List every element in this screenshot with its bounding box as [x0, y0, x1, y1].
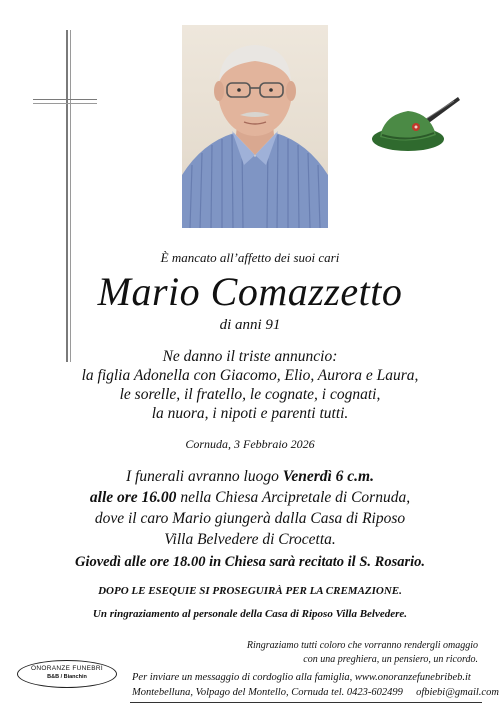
email-link[interactable]: ofbiebi@gmail.com — [416, 687, 499, 698]
funeral-time: alle ore 16.00 — [89, 489, 177, 506]
funeral-church: nella Chiesa Arcipretale di Cornuda, — [176, 489, 411, 506]
address-phone: Montebelluna, Volpago del Montello, Cornuda tel. 0423-602499 — [132, 687, 417, 698]
cross-horizontal-line-inner — [33, 103, 97, 104]
portrait-photo — [182, 25, 328, 228]
contact-line — [132, 672, 471, 683]
deceased-name: Mario Comazzetto — [97, 269, 403, 314]
funeral-day: Venerdì 6 c.m. — [282, 468, 374, 485]
thanks-note-line: Ringraziamo tutti coloro che vorranno rendergli omaggio — [246, 640, 478, 651]
logo-name: ONORANZE FUNEBRI — [31, 665, 103, 672]
announcement-line: le sorelle, il fratello, le cognate, i cognati, — [119, 386, 381, 403]
cremation-notice: DOPO LE ESEQUIE SI PROSEGUIRÀ PER LA CREMAZIONE. — [98, 585, 402, 597]
contact-line — [132, 687, 499, 698]
announcement-line: la nuora, i nipoti e parenti tutti. — [151, 405, 349, 422]
thanks-note — [200, 639, 478, 667]
funeral-home-logo — [17, 660, 117, 688]
place-date: Cornuda, 3 Febbraio 2026 — [185, 437, 315, 451]
footer-divider — [130, 702, 482, 703]
alpine-hat-icon — [370, 95, 462, 157]
cross-horizontal-line — [33, 99, 97, 100]
logo-subtitle: B&B / Bianchin — [47, 674, 87, 680]
funeral-line1-text: I funerali avranno luogo — [126, 468, 283, 485]
funeral-line: Villa Belvedere di Crocetta. — [164, 531, 336, 548]
announcement-line: la figlia Adonella con Giacomo, Elio, Aurora e Laura, — [81, 367, 419, 384]
funeral-line: dove il caro Mario giungerà dalla Casa di Riposo — [94, 510, 406, 527]
subtitle: È mancato all’affetto dei suoi cari — [160, 250, 340, 265]
rosary-notice: Giovedì alle ore 18.00 in Chiesa sarà recitato il S. Rosario. — [74, 554, 426, 570]
announcement-block — [0, 347, 500, 423]
funeral-line — [0, 487, 500, 508]
thanks-notice: Un ringraziamento al personale della Casa di Riposo Villa Belvedere. — [92, 608, 408, 620]
website-link[interactable]: www.onoranzefunebribeb.it — [354, 672, 471, 683]
thanks-note-line: con una preghiera, un pensiero, un ricordo. — [303, 654, 478, 665]
announcement-line: Ne danno il triste annuncio: — [162, 348, 338, 365]
age: di anni 91 — [219, 317, 281, 333]
funeral-line — [0, 466, 500, 487]
funeral-details — [0, 466, 500, 550]
contact-text: Per inviare un messaggio di cordoglio alla famiglia, — [132, 672, 355, 683]
